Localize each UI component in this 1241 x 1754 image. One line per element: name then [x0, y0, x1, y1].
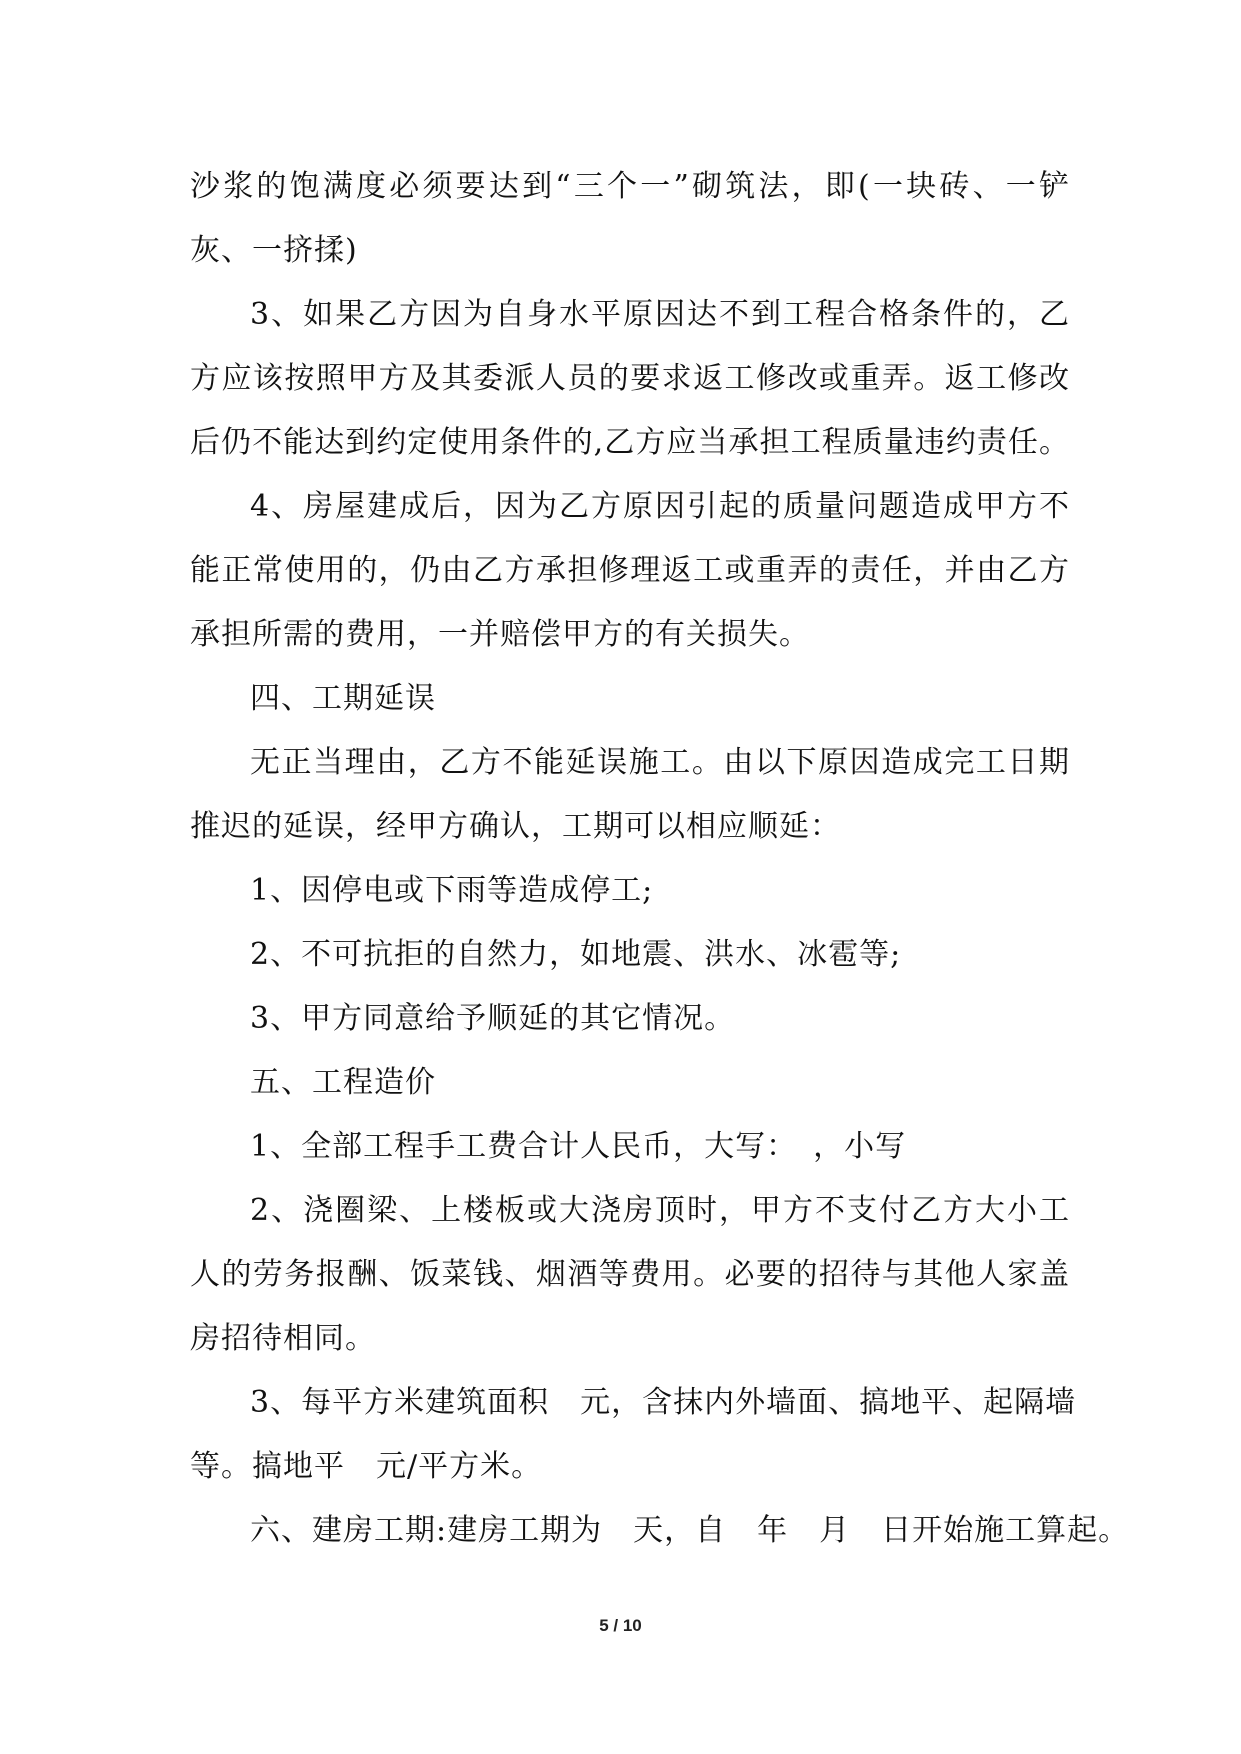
paragraph-line: 房招待相同。 [190, 1321, 376, 1356]
paragraph-line: 灰、一挤揉) [190, 233, 358, 268]
document-body [190, 155, 1130, 1563]
paragraph-line: 无正当理由，乙方不能延误施工。由以下原因造成完工日期 [250, 745, 1070, 780]
list-item: 1、全部工程手工费合计人民币，大写： ，小写 [250, 1129, 907, 1164]
paragraph-line: 推迟的延误，经甲方确认，工期可以相应顺延： [190, 809, 841, 844]
paragraph-line: 能正常使用的，仍由乙方承担修理返工或重弄的责任，并由乙方 [190, 553, 1070, 588]
paragraph-line: 4、房屋建成后，因为乙方原因引起的质量问题造成甲方不 [250, 489, 1070, 524]
list-item: 2、浇圈梁、上楼板或大浇房顶时，甲方不支付乙方大小工 [250, 1193, 1070, 1228]
paragraph-line: 方应该按照甲方及其委派人员的要求返工修改或重弄。返工修改 [190, 361, 1070, 396]
paragraph-line: 人的劳务报酬、饭菜钱、烟酒等费用。必要的招待与其他人家盖 [190, 1257, 1070, 1292]
section-heading: 六、建房工期:建房工期为 天，自 年 月 日开始施工算起。 [250, 1513, 1130, 1548]
section-heading: 四、工期延误 [250, 681, 436, 716]
list-item: 1、因停电或下雨等造成停工; [250, 873, 654, 908]
section-heading: 五、工程造价 [250, 1065, 436, 1100]
page-number: 5 / 10 [599, 1616, 642, 1635]
list-item: 3、每平方米建筑面积 元，含抹内外墙面、搞地平、起隔墙 [250, 1385, 1077, 1420]
list-item: 3、甲方同意给予顺延的其它情况。 [250, 1001, 736, 1036]
paragraph-line: 3、如果乙方因为自身水平原因达不到工程合格条件的，乙 [250, 297, 1070, 332]
list-item: 2、不可抗拒的自然力，如地震、洪水、冰雹等; [250, 937, 902, 972]
paragraph-line: 等。搞地平 元/平方米。 [190, 1449, 543, 1484]
paragraph-line: 后仍不能达到约定使用条件的,乙方应当承担工程质量违约责任。 [190, 425, 1070, 460]
paragraph-line: 承担所需的费用，一并赔偿甲方的有关损失。 [190, 617, 810, 652]
paragraph-line: 沙浆的饱满度必须要达到“三个一”砌筑法，即(一块砖、一铲 [190, 169, 1070, 204]
